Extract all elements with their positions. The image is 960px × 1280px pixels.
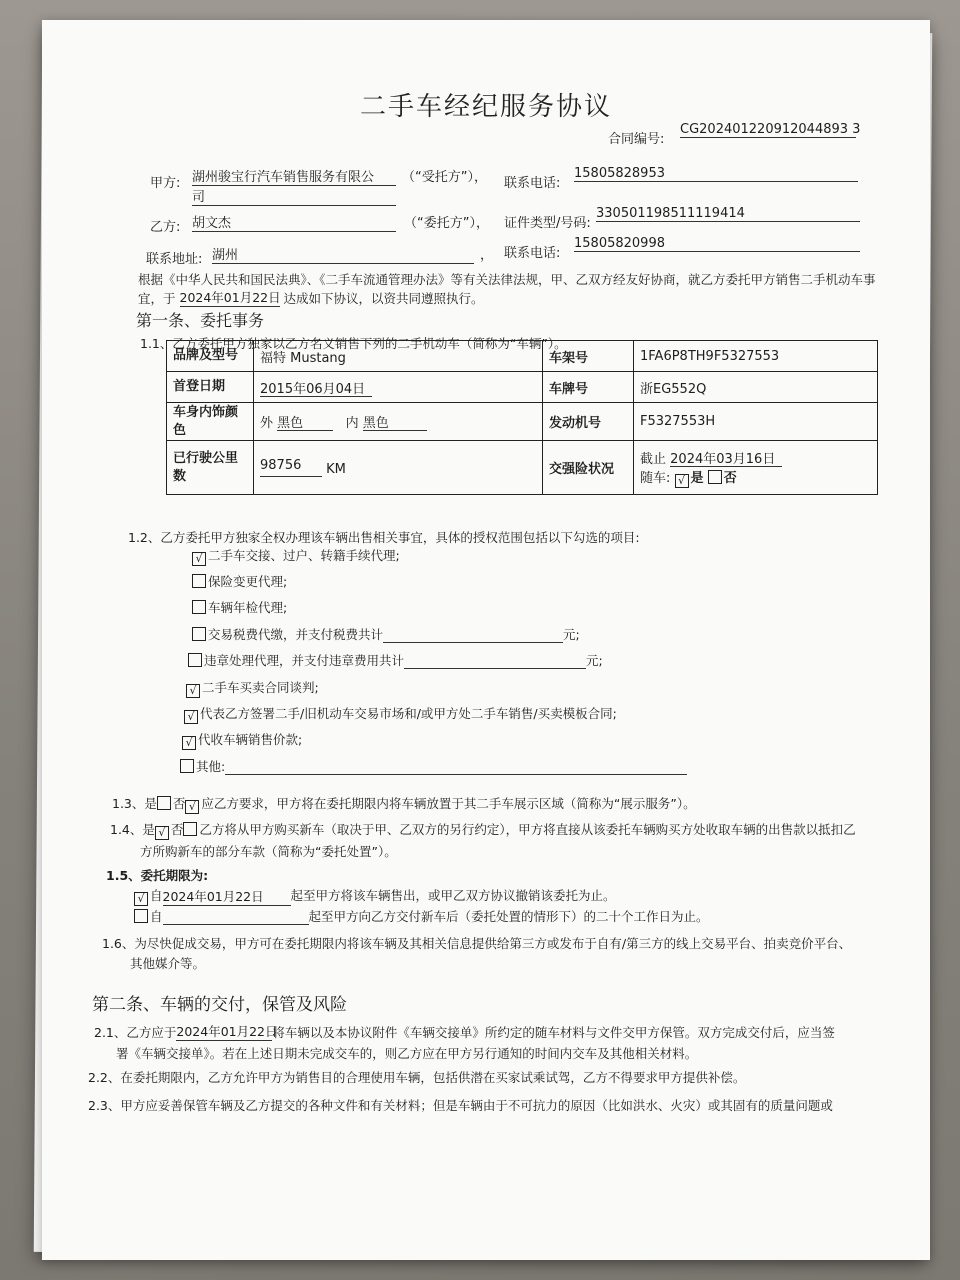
scope-item-negotiation [186,678,319,698]
table-row [167,403,878,441]
brand-label: 品牌及型号 [167,341,254,372]
scope-text: 保险变更代理; [208,574,288,589]
mileage-cell [254,441,543,495]
reg-date-cell [254,372,543,403]
party-a-label: 甲方: [150,176,181,191]
scope-checkbox-collection[interactable]: √ [182,736,196,750]
vin-label: 车架号 [543,341,634,372]
violation-amount-field[interactable] [404,650,586,669]
mileage-label [167,441,254,495]
scope-checkbox-other[interactable] [180,759,194,773]
scope-checkbox-signing[interactable]: √ [184,710,198,724]
agreement-date: 2024年01月22日 [179,290,281,305]
scope-checkbox-negotiation[interactable]: √ [186,684,200,698]
clause-1-3-no-checkbox[interactable]: √ [185,800,199,814]
table-row [167,372,878,403]
party-a-name-line2: 司 [192,186,396,206]
scope-checkbox-violation[interactable] [188,653,202,667]
from-label: 自 [150,909,163,924]
clause-text: 乙方将从甲方购买新车（取决于甲、乙双方的另行约定），甲方将直接从该委托车辆购买方处收取车辆的出售款以抵扣乙 [199,822,856,837]
preamble-prefix: 宜，于 [138,291,176,306]
scope-item-other [180,756,687,775]
mileage-label-line2: 数 [173,468,187,484]
clause-1-6-line2: 其他媒介等。 [130,956,206,971]
party-a-name-line1: 湖州骏宝行汽车销售服务有限公 [192,166,396,186]
party-b-name: 胡文杰 [192,212,396,232]
yes-label: 是 [144,796,157,811]
clause-number: 1.4、 [110,822,143,837]
brand-value: 福特 Mustang [254,341,543,372]
scope-text: 车辆年检代理; [208,600,288,615]
address-label: 联系地址: [146,252,203,267]
color-cell [254,403,543,441]
reg-date-label: 首登日期 [167,372,254,403]
clause-1-4-yes-checkbox[interactable]: √ [155,826,169,840]
clause-1-3-yes-checkbox[interactable] [157,796,171,810]
clause-1-6-line1: 1.6、为尽快促成交易，甲方可在委托期限内将该车辆及其相关信息提供给第三方或发布于自有/第三方的线上交易平台、拍卖竞价平台、 [102,936,852,951]
yes-label: 是 [142,822,155,837]
clause-text: 将车辆以及本协议附件《车辆交接单》所约定的随车材料与文件交甲方保管。双方完成交付后，应当签 [272,1025,835,1040]
scope-suffix: 元; [563,627,580,642]
clause-1-4-line2: 方所购新车的部分车款（简称为“委托处置”）。 [140,844,397,859]
party-a-role: （“受托方”）， [402,170,487,185]
table-row [167,441,878,495]
mileage-unit: KM [326,462,346,477]
scope-text: 二手车买卖合同谈判; [202,680,319,695]
color-label-line2: 色 [173,422,187,438]
id-label: 证件类型/号码: [504,216,591,231]
scope-text: 二手车交接、过户、转籍手续代理; [208,548,400,563]
article-2-heading: 第二条、车辆的交付，保管及风险 [92,995,347,1015]
mileage-label-line1: 已行驶公里 [173,450,239,466]
exterior-color: 黑色 [277,412,333,431]
insurance-until-prefix: 截止 [640,451,667,467]
scope-suffix: 元; [586,653,603,668]
other-field[interactable] [225,756,687,775]
article-1-heading: 第一条、委托事务 [136,311,265,330]
exterior-prefix: 外 [260,416,274,431]
no-label: 否 [172,796,186,811]
scope-checkbox-tax[interactable] [192,627,206,641]
clause-1-4-no-checkbox[interactable] [183,822,197,836]
scope-text: 代表乙方签署二手/旧机动车交易市场和/或甲方处二手车销售/买卖模板合同; [200,706,617,721]
scope-item-violation [188,650,603,669]
insurance-no-checkbox[interactable] [708,470,722,484]
preamble-line2 [138,288,484,307]
vin-value: 1FA6P8TH9F5327553 [634,341,878,372]
scope-item-collection [182,730,302,750]
insurance-cell [634,441,878,495]
term-text: 起至甲方向乙方交付新车后（委托处置的情形下）的二十个工作日为止。 [308,909,709,924]
scope-checkbox-inspection[interactable] [192,600,206,614]
scope-checkbox-transfer[interactable]: √ [192,552,206,566]
insurance-with-car-label: 随车: [640,470,671,486]
clause-1-1: 1.1、乙方委托甲方独家以乙方名义销售下列的二手机动车（简称为“车辆”）。 [140,336,567,351]
contract-number-label: 合同编号: [608,132,665,147]
from-label: 自 [150,888,163,903]
clause-1-5-heading: 1.5、委托期限为: [106,868,209,883]
clause-number: 1.3、 [112,796,145,811]
clause-1-2-intro: 1.2、乙方委托甲方独家全权办理该车辆出售相关事宜，具体的授权范围包括以下勾选的项目: [128,530,640,545]
clause-2-3: 2.3、甲方应妥善保管车辆及乙方提交的各种文件和有关材料；但是车辆由于不可抗力的原因（比如洪水、火灾）或其固有的质量问题或 [88,1098,833,1113]
engine-label: 发动机号 [543,403,634,441]
tax-amount-field[interactable] [383,624,563,643]
table-row [167,341,878,372]
party-a-phone: 15805828953 [574,166,858,182]
clause-1-4-line1 [110,820,856,840]
scope-item-signing [184,704,617,724]
mileage-value: 98756 [260,458,322,477]
preamble-line1: 根据《中华人民共和国民法典》、《二手车流通管理办法》等有关法律法规，甲、乙双方经友好协商，就乙方委托甲方销售二手机动车事 [138,272,876,287]
document-title: 二手车经纪服务协议 [359,92,612,122]
term-start-date-2[interactable] [163,906,309,925]
color-label [167,403,254,441]
scope-checkbox-insurance[interactable] [192,574,206,588]
party-b-phone: 15805820998 [574,236,860,252]
contract-number: CG202401220912044893 3 [680,122,861,137]
interior-prefix: 内 [345,416,359,431]
scope-text: 代收车辆销售价款; [198,732,303,747]
address-comma: ， [480,248,494,263]
id-number: 330501198511119414 [596,206,860,222]
term-option-1 [134,886,616,906]
scope-text: 交易税费代缴，并支付税费共计 [208,627,384,642]
clause-2-1-line1 [94,1022,835,1041]
scope-text: 违章处理代理，并支付违章费用共计 [204,653,405,668]
insurance-yes-label: 是 [690,470,704,486]
no-label: 否 [170,822,184,837]
plate-value: 浙EG552Q [634,372,878,403]
clause-text: 2.1、乙方应于 [94,1025,177,1040]
scope-item-insurance [192,572,287,590]
clause-text: 应乙方要求，甲方将在委托期限内将车辆放置于其二手车展示区域（简称为“展示服务”）。 [201,796,696,811]
term-text: 起至甲方将该车辆售出，或甲乙双方协议撤销该委托为止。 [290,888,616,903]
preamble-suffix: 达成如下协议，以资共同遵照执行。 [283,291,484,306]
term-option-2 [134,906,709,925]
insurance-yes-checkbox[interactable]: √ [675,474,689,488]
party-a-phone-label: 联系电话: [504,176,561,191]
clause-2-2: 2.2、在委托期限内，乙方允许甲方为销售目的合理使用车辆，包括供潜在买家试乘试驾，乙方不得要求甲方提供补偿。 [88,1070,746,1085]
party-b-phone-label: 联系电话: [504,246,561,261]
clause-2-1-line2: 署《车辆交接单》。若在上述日期未完成交车的，则乙方应在甲方另行通知的时间内交车及其他相关材料。 [116,1046,698,1061]
scope-item-transfer [192,546,400,566]
vehicle-info-table [166,340,878,495]
term-option-2-checkbox[interactable] [134,909,148,923]
color-label-line1: 车身内饰颜 [173,404,239,420]
insurance-label: 交强险状况 [543,441,634,495]
scope-item-inspection [192,598,287,616]
address-value: 湖州 [212,244,474,264]
party-b-role: （“委托方”）， [404,216,489,231]
contract-page [42,20,930,1260]
handover-date: 2024年01月22日 [176,1024,278,1039]
plate-label: 车牌号 [543,372,634,403]
term-option-1-checkbox[interactable]: √ [134,892,148,906]
engine-value: F5327553H [634,403,878,441]
interior-color: 黑色 [363,412,427,431]
insurance-no-label: 否 [723,470,737,486]
scope-item-tax [192,624,580,643]
insurance-until-date: 2024年03月16日 [670,448,782,467]
reg-date-value: 2015年06月04日 [260,378,372,397]
party-b-label: 乙方: [150,220,181,235]
clause-1-3 [112,794,696,814]
scope-text: 其他: [196,759,226,774]
term-start-date: 2024年01月22日 [163,887,291,906]
